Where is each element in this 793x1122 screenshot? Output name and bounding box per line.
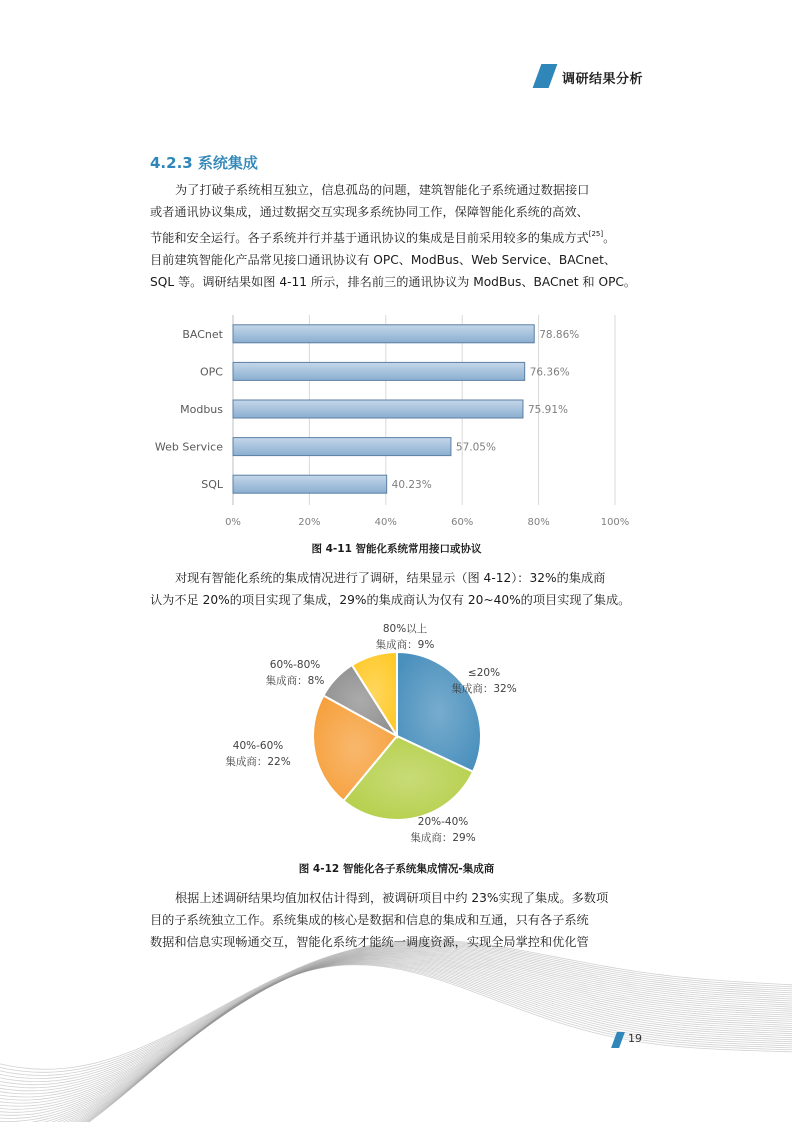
figure-caption: 图 4-11 智能化系统常用接口或协议	[311, 543, 482, 555]
header-accent-bar	[533, 64, 558, 88]
text-line: 目前建筑智能化产品常见接口通讯协议有 OPC、ModBus、Web Service、BACnet、	[150, 253, 617, 267]
paragraph-1	[150, 179, 645, 293]
section-title: 4.2.3 系统集成	[150, 154, 258, 172]
x-tick-label: 40%	[374, 517, 397, 525]
category-label: BACnet	[182, 327, 223, 341]
page-number: 19	[628, 1032, 642, 1045]
slice-label-share: 集成商：9%	[375, 639, 435, 651]
text-line: 对现有智能化系统的集成情况进行了调研，结果显示（图 4-12）：32%的集成商	[175, 571, 606, 585]
bar	[233, 325, 534, 343]
header-title: 调研结果分析	[562, 72, 644, 87]
text-line: 数据和信息实现畅通交互，智能化系统才能统一调度资源，实现全局掌控和优化管	[150, 935, 589, 949]
citation-ref: [25]	[588, 230, 604, 238]
figure-caption: 图 4-12 智能化各子系统集成情况-集成商	[298, 863, 495, 875]
slice-label-range: 60%-80%	[269, 659, 321, 671]
text-line	[150, 223, 645, 249]
slice-label-range: 80%以上	[382, 623, 428, 635]
slice-label-range: 20%-40%	[417, 816, 469, 828]
x-tick-label: 60%	[451, 517, 474, 525]
slice-label-share: 集成商：8%	[265, 675, 325, 687]
slice-label-range: 40%-60%	[232, 740, 284, 752]
slice-label-share: 集成商：22%	[225, 756, 291, 768]
bar	[233, 362, 525, 380]
text-segment: 节能和安全运行。各子系统并行并基于通讯协议的集成是目前采用较多的集成方式	[150, 231, 589, 245]
text-line: 认为不足 20%的项目实现了集成，29%的集成商认为仅有 20~40%的项目实现了集成。	[150, 593, 631, 607]
text-line: 根据上述调研结果均值加权估计得到，被调研项目中约 23%实现了集成。多数项	[175, 891, 609, 905]
x-tick-label: 20%	[298, 517, 321, 525]
wave-line	[0, 947, 792, 1094]
bar	[233, 400, 523, 418]
x-tick-label: 100%	[600, 517, 630, 525]
bar-value-label: 78.86%	[539, 328, 580, 341]
slice-label-share: 集成商：32%	[451, 683, 517, 695]
text-segment: 。	[603, 231, 616, 245]
text-line: 目的子系统独立工作。系统集成的核心是数据和信息的集成和互通，只有各子系统	[150, 913, 589, 927]
bar-value-label: 76.36%	[529, 366, 570, 379]
pie-chart	[220, 618, 560, 850]
category-label: Web Service	[154, 440, 223, 454]
text-line: 为了打破子系统相互独立，信息孤岛的问题，建筑智能化子系统通过数据接口	[175, 183, 590, 197]
bar-value-label: 75.91%	[527, 404, 569, 416]
slice-label-range: ≤20%	[467, 667, 501, 679]
bar-value-label: 40.23%	[391, 479, 432, 492]
text-line: SQL 等。调研结果如图 4-11 所示，排名前三的通讯协议为 ModBus、BACnet 和 OPC。	[150, 275, 637, 289]
x-tick-label: 0%	[225, 517, 241, 525]
x-tick-label: 80%	[527, 517, 550, 525]
category-label: SQL	[201, 478, 223, 492]
paragraph-2	[150, 567, 645, 611]
category-label: Modbus	[180, 403, 223, 416]
slice-label-share: 集成商：29%	[410, 832, 476, 844]
category-label: OPC	[200, 365, 223, 379]
bar-chart	[140, 310, 650, 525]
text-line: 或者通讯协议集成，通过数据交互实现多系统协同工作，保障智能化系统的高效、	[150, 205, 589, 219]
paragraph-3	[150, 887, 645, 953]
bar	[233, 475, 387, 493]
page-header	[0, 0, 793, 100]
bar	[233, 438, 451, 456]
bar-value-label: 57.05%	[455, 441, 496, 454]
